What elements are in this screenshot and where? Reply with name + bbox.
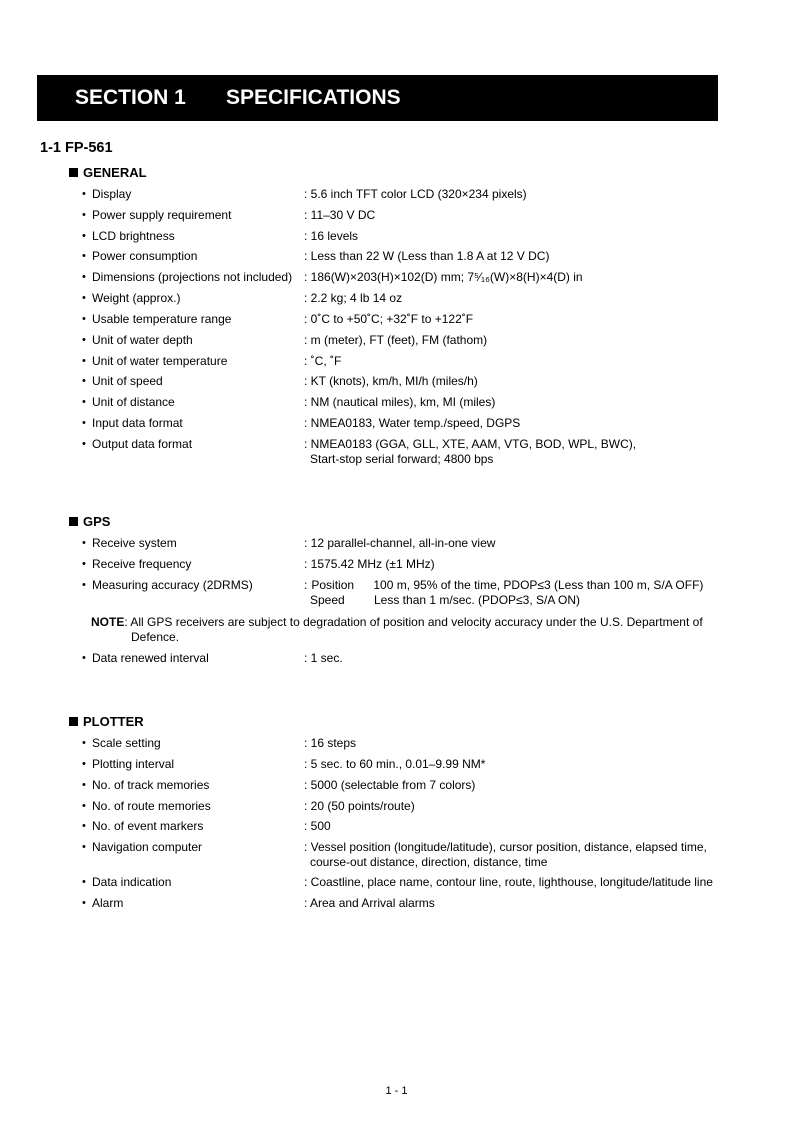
note-key: NOTE [91, 615, 125, 629]
spec-label: No. of event markers [92, 819, 204, 833]
spec-label: Input data format [92, 416, 183, 430]
square-bullet-icon [69, 717, 78, 726]
bullet-icon: • [82, 250, 86, 262]
accuracy-speed-key: Speed [310, 593, 345, 607]
spec-value: : 1575.42 MHz (±1 MHz) [304, 557, 435, 571]
bullet-icon: • [82, 779, 86, 791]
bullet-icon: • [82, 209, 86, 221]
accuracy-position-value: 100 m, 95% of the time, PDOP≤3 (Less than 100 m, S/A OFF) [373, 578, 704, 592]
model-heading: 1-1 FP-561 [40, 140, 113, 156]
spec-label: Unit of water depth [92, 333, 193, 347]
spec-label: Data renewed interval [92, 651, 209, 665]
bullet-icon: • [82, 820, 86, 832]
accuracy-position-key: Position [311, 578, 355, 592]
section-number: SECTION 1 [75, 86, 186, 109]
spec-value: : 500 [304, 819, 331, 833]
spec-value-continuation: Start-stop serial forward; 4800 bps [310, 452, 494, 466]
spec-value: : 5 sec. to 60 min., 0.01–9.99 NM* [304, 757, 486, 771]
plotter-heading-label: PLOTTER [83, 714, 144, 729]
spec-value: : m (meter), FT (feet), FM (fathom) [304, 333, 488, 347]
bullet-icon: • [82, 841, 86, 853]
spec-label: Display [92, 187, 132, 201]
bullet-icon: • [82, 758, 86, 770]
spec-label: No. of track memories [92, 778, 210, 792]
spec-label: Navigation computer [92, 840, 203, 854]
bullet-icon: • [82, 579, 86, 591]
bullet-icon: • [82, 558, 86, 570]
spec-value: : 16 levels [304, 229, 359, 243]
bullet-icon: • [82, 438, 86, 450]
spec-value: : 1 sec. [304, 651, 343, 665]
accuracy-position: : Position 100 m, 95% of the time, PDOP≤3 (Less than 100 m, S/A OFF) [304, 578, 704, 592]
bullet-icon: • [82, 375, 86, 387]
spec-value: : Area and Arrival alarms [304, 896, 435, 910]
bullet-icon: • [82, 355, 86, 367]
spec-value: : 5000 (selectable from 7 colors) [304, 778, 476, 792]
spec-label: Data indication [92, 875, 172, 889]
bullet-icon: • [82, 313, 86, 325]
spec-label: Dimensions (projections not included) [92, 270, 293, 284]
accuracy-speed-value: Less than 1 m/sec. (PDOP≤3, S/A ON) [374, 593, 580, 607]
spec-label: LCD brightness [92, 229, 175, 243]
note-text-continuation: Defence. [131, 630, 180, 644]
spec-value: : 12 parallel-channel, all-in-one view [304, 536, 496, 550]
spec-label: Unit of distance [92, 395, 175, 409]
spec-label: Plotting interval [92, 757, 175, 771]
spec-label: Output data format [92, 437, 193, 451]
spec-label: Scale setting [92, 736, 161, 750]
spec-value: : ˚C, ˚F [304, 354, 342, 368]
bullet-icon: • [82, 417, 86, 429]
spec-label: Measuring accuracy (2DRMS) [92, 578, 253, 592]
spec-value [304, 578, 703, 608]
bullet-icon: • [82, 800, 86, 812]
spec-label: Alarm [92, 896, 124, 910]
general-heading-label: GENERAL [83, 165, 147, 180]
spec-value: : NMEA0183, Water temp./speed, DGPS [304, 416, 521, 430]
spec-label: Receive frequency [92, 557, 192, 571]
spec-value: : 5.6 inch TFT color LCD (320×234 pixels) [304, 187, 527, 201]
general-heading [69, 165, 147, 180]
spec-value: : 0˚C to +50˚C; +32˚F to +122˚F [304, 312, 474, 326]
accuracy-speed [304, 593, 703, 608]
gps-note [91, 615, 721, 645]
spec-label: Receive system [92, 536, 177, 550]
bullet-icon: • [82, 537, 86, 549]
spec-value-line: : NMEA0183 (GGA, GLL, XTE, AAM, VTG, BOD, WPL, BWC), [304, 437, 637, 451]
spec-label: Power consumption [92, 249, 198, 263]
bullet-icon: • [82, 897, 86, 909]
note-text: : All GPS receivers are subject to degradation of position and velocity accuracy under the U.S. Department of [124, 615, 703, 629]
section-title: SPECIFICATIONS [226, 86, 401, 109]
spec-label: Usable temperature range [92, 312, 232, 326]
bullet-icon: • [82, 230, 86, 242]
spec-value: : 186(W)×203(H)×102(D) mm; 7⁵⁄₁₆(W)×8(H)×4(D) in [304, 270, 583, 284]
square-bullet-icon [69, 168, 78, 177]
gps-heading [69, 514, 110, 529]
spec-value: : 20 (50 points/route) [304, 799, 415, 813]
spec-value: : Coastline, place name, contour line, route, lighthouse, longitude/latitude line [304, 875, 713, 889]
page-number: 1 - 1 [385, 1085, 408, 1097]
bullet-icon: • [82, 271, 86, 283]
spec-value: : 11–30 V DC [304, 208, 376, 222]
section-banner [37, 75, 718, 121]
spec-value: : Less than 22 W (Less than 1.8 A at 12 V DC) [304, 249, 550, 263]
spec-value: : 2.2 kg; 4 lb 14 oz [304, 291, 403, 305]
spec-value: : KT (knots), km/h, MI/h (miles/h) [304, 374, 478, 388]
spec-value: : 16 steps [304, 736, 357, 750]
spec-label: Unit of water temperature [92, 354, 228, 368]
bullet-icon: • [82, 334, 86, 346]
bullet-icon: • [82, 876, 86, 888]
spec-value: : NM (nautical miles), km, MI (miles) [304, 395, 496, 409]
spec-value [304, 840, 707, 870]
bullet-icon: • [82, 292, 86, 304]
spec-value [304, 437, 636, 467]
bullet-icon: • [82, 188, 86, 200]
plotter-heading [69, 714, 144, 729]
spec-label: No. of route memories [92, 799, 211, 813]
bullet-icon: • [82, 737, 86, 749]
spec-label: Power supply requirement [92, 208, 232, 222]
gps-heading-label: GPS [83, 514, 111, 529]
spec-value-line: : Vessel position (longitude/latitude), cursor position, distance, elapsed time, [304, 840, 707, 854]
spec-value-continuation: course-out distance, direction, distance, time [310, 855, 548, 869]
bullet-icon: • [82, 396, 86, 408]
spec-label: Unit of speed [92, 374, 163, 388]
bullet-icon: • [82, 652, 86, 664]
spec-label: Weight (approx.) [92, 291, 181, 305]
square-bullet-icon [69, 517, 78, 526]
